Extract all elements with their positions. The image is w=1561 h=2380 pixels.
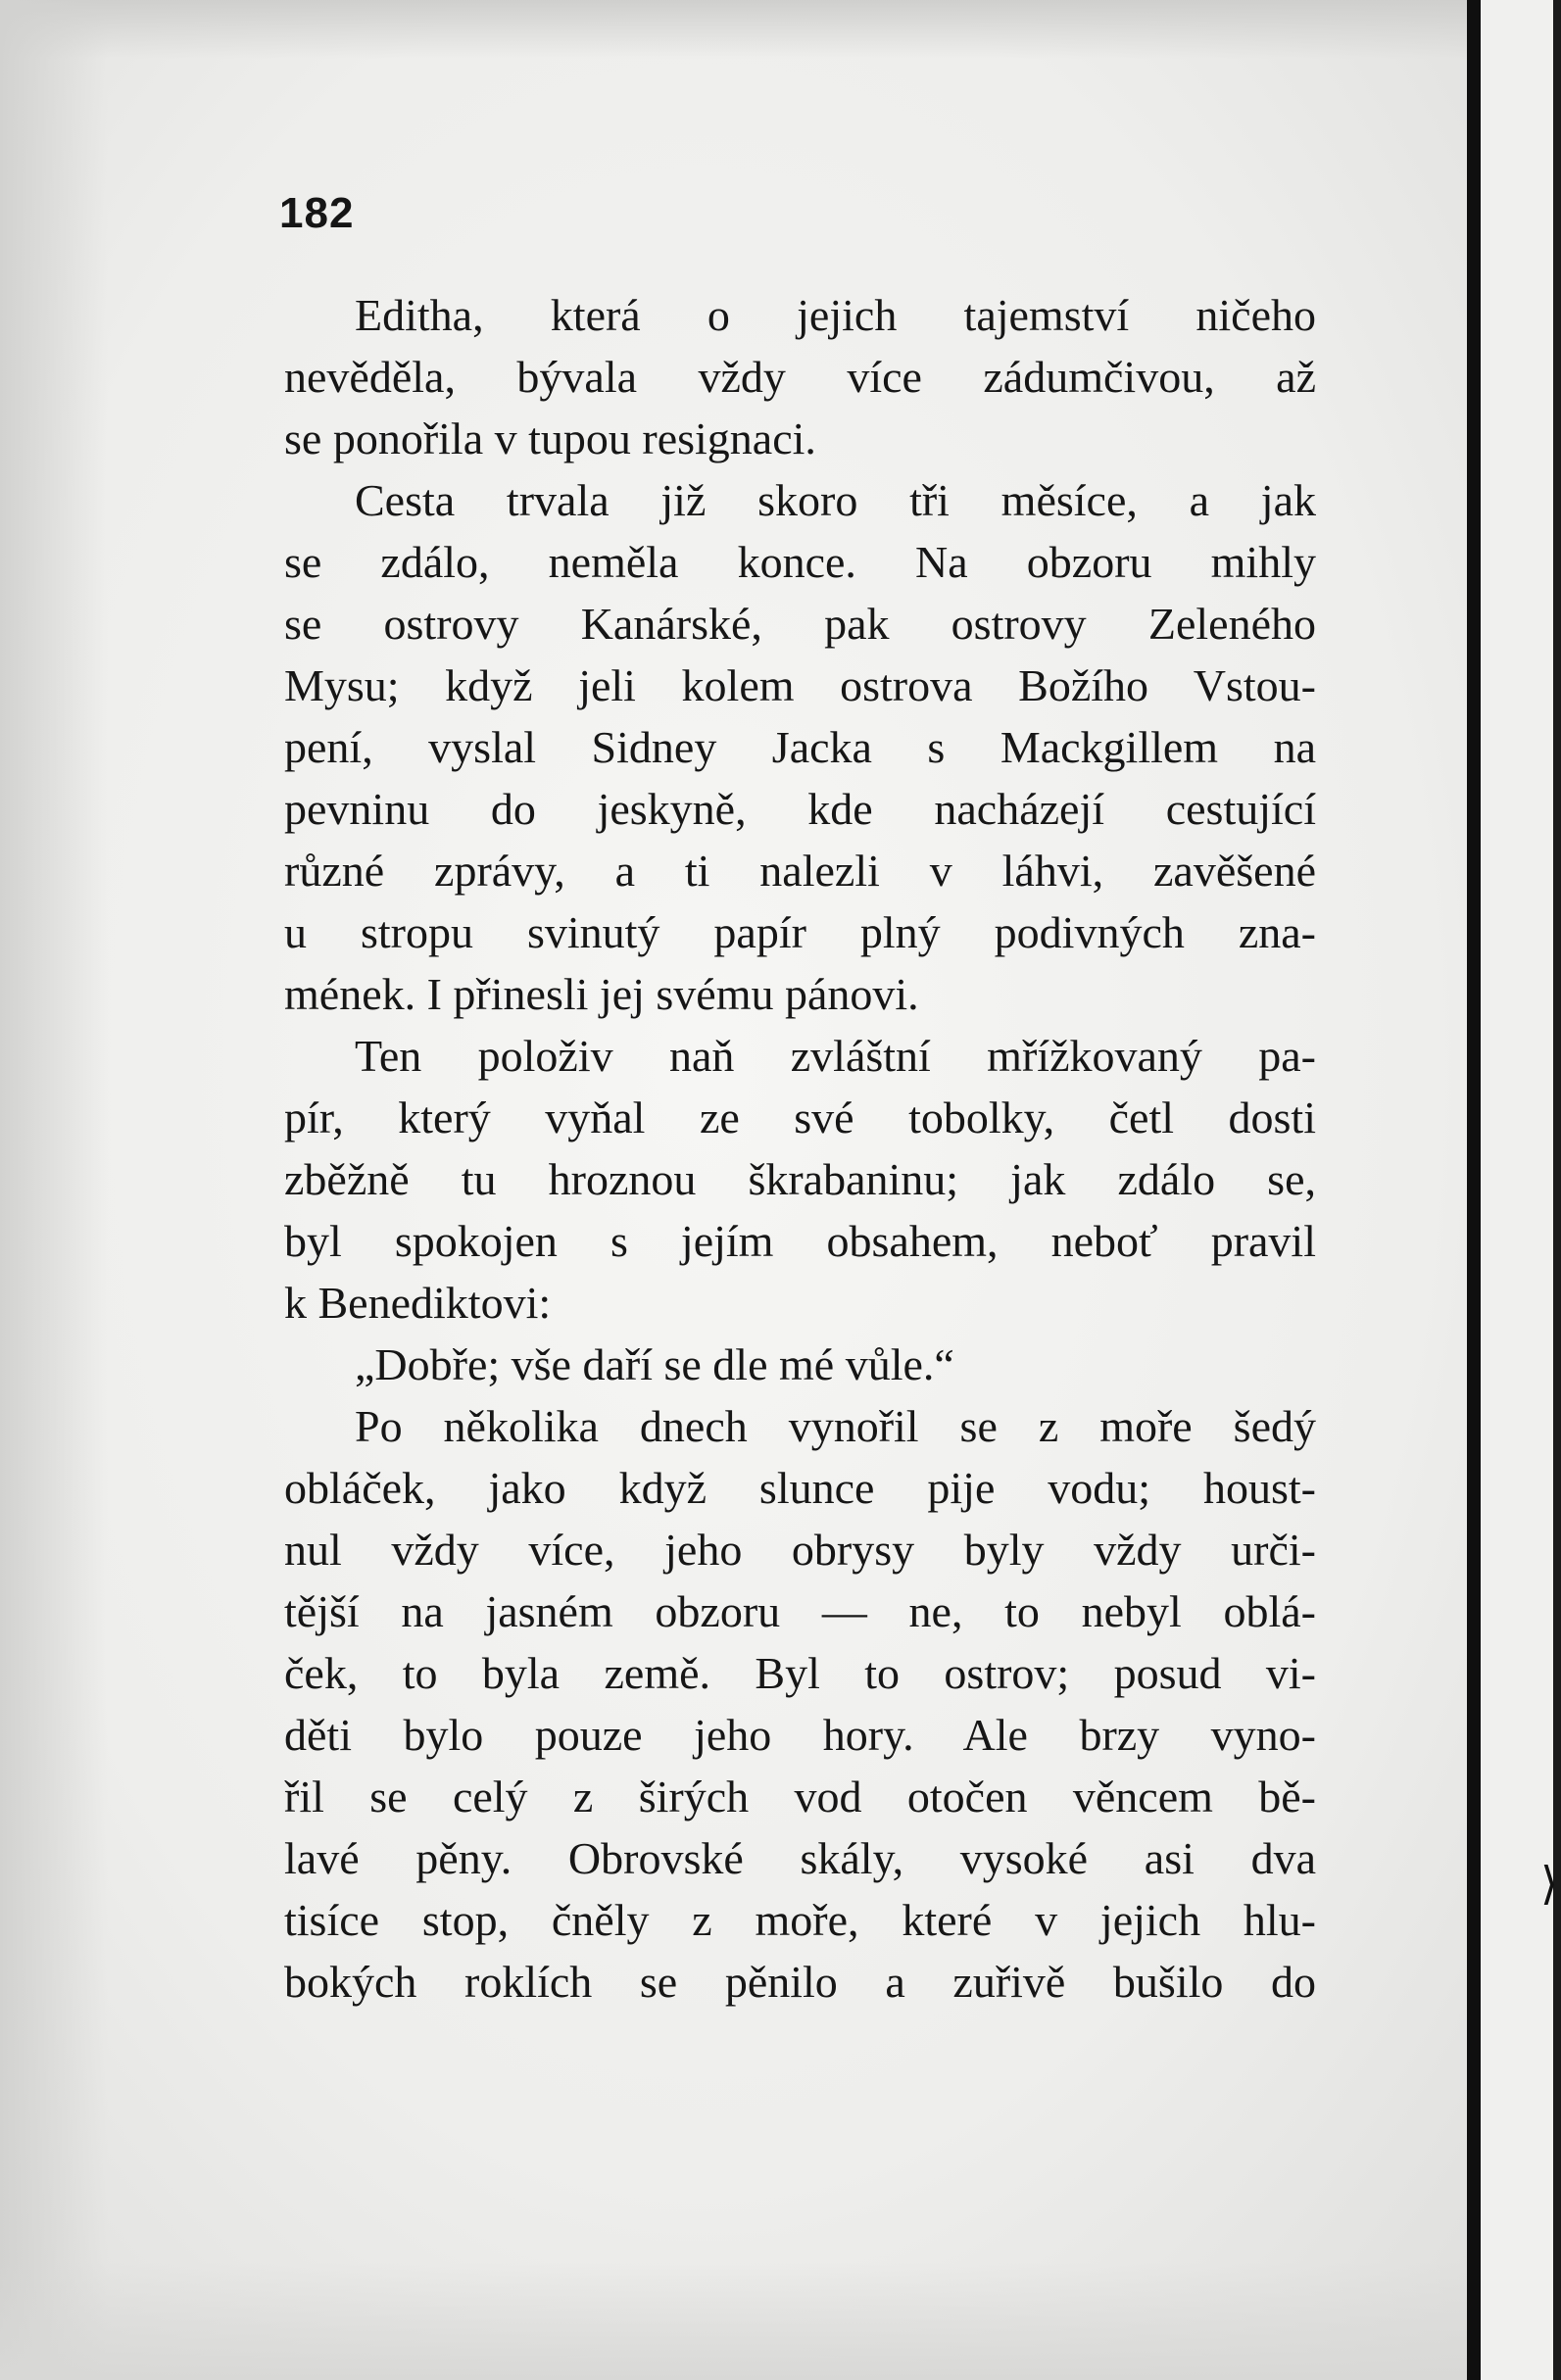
text-line: Po několika dnech vynořil se z moře šedý	[355, 1401, 1316, 1451]
text-line: se ponořila v tupou resignaci.	[284, 413, 816, 463]
book-spine-edge	[1553, 0, 1561, 2380]
text-line: ček, to byla země. Byl to ostrov; posud vi-	[284, 1648, 1316, 1698]
page-left-shadow	[0, 0, 108, 2380]
text-line: různé zprávy, a ti nalezli v láhvi, zavěšené	[284, 846, 1316, 896]
text-line: pevninu do jeskyně, kde nacházejí cestující	[284, 784, 1316, 834]
text-line: mének. I přinesli jej svému pánovi.	[284, 969, 919, 1019]
text-line: se zdálo, neměla konce. Na obzoru mihly	[284, 537, 1316, 587]
text-line: Editha, která o jejich tajemství ničeho	[355, 290, 1316, 340]
text-line: lavé pěny. Obrovské skály, vysoké asi dva	[284, 1833, 1316, 1883]
text-line: tisíce stop, čněly z moře, které v jejich hlu-	[284, 1895, 1316, 1945]
text-line: nul vždy více, jeho obrysy byly vždy urči-	[284, 1525, 1316, 1575]
text-line: děti bylo pouze jeho hory. Ale brzy vyno-	[284, 1710, 1316, 1760]
body-text	[284, 284, 1316, 2013]
book-spine-shadow	[1467, 0, 1481, 2380]
page-top-shadow	[0, 0, 1561, 59]
text-line: tější na jasném obzoru — ne, to nebyl oblá-	[284, 1586, 1316, 1636]
book-spine-area	[1467, 0, 1561, 2380]
text-line: k Benediktovi:	[284, 1278, 552, 1328]
text-line: pír, který vyňal ze své tobolky, četl dosti	[284, 1093, 1316, 1142]
text-line: nevěděla, bývala vždy více zádumčivou, až	[284, 352, 1316, 402]
text-line: se ostrovy Kanárské, pak ostrovy Zeleného	[284, 599, 1316, 649]
text-line: byl spokojen s jejím obsahem, neboť pravil	[284, 1216, 1316, 1266]
page-bottom-shadow	[0, 2262, 1561, 2380]
text-line: Ten položiv naň zvláštní mřížkovaný pa-	[355, 1031, 1316, 1081]
text-line: Mysu; když jeli kolem ostrova Božího Vstou-	[284, 660, 1316, 710]
text-line: pení, vyslal Sidney Jacka s Mackgillem na	[284, 722, 1316, 772]
text-line: bokých roklích se pěnilo a zuřivě bušilo do	[284, 1957, 1316, 2007]
text-line: u stropu svinutý papír plný podivných zna-	[284, 907, 1316, 957]
text-line: obláček, jako když slunce pije vodu; houst-	[284, 1463, 1316, 1513]
bracket-mark-icon: ⟩	[1540, 1857, 1558, 1910]
page-number: 182	[279, 189, 355, 237]
text-line: řil se celý z širých vod otočen věncem bě-	[284, 1772, 1316, 1821]
text-line: Cesta trvala již skoro tři měsíce, a jak	[355, 475, 1316, 525]
text-line: zběžně tu hroznou škrabaninu; jak zdálo se,	[284, 1154, 1316, 1204]
text-line: „Dobře; vše daří se dle mé vůle.“	[355, 1339, 954, 1389]
